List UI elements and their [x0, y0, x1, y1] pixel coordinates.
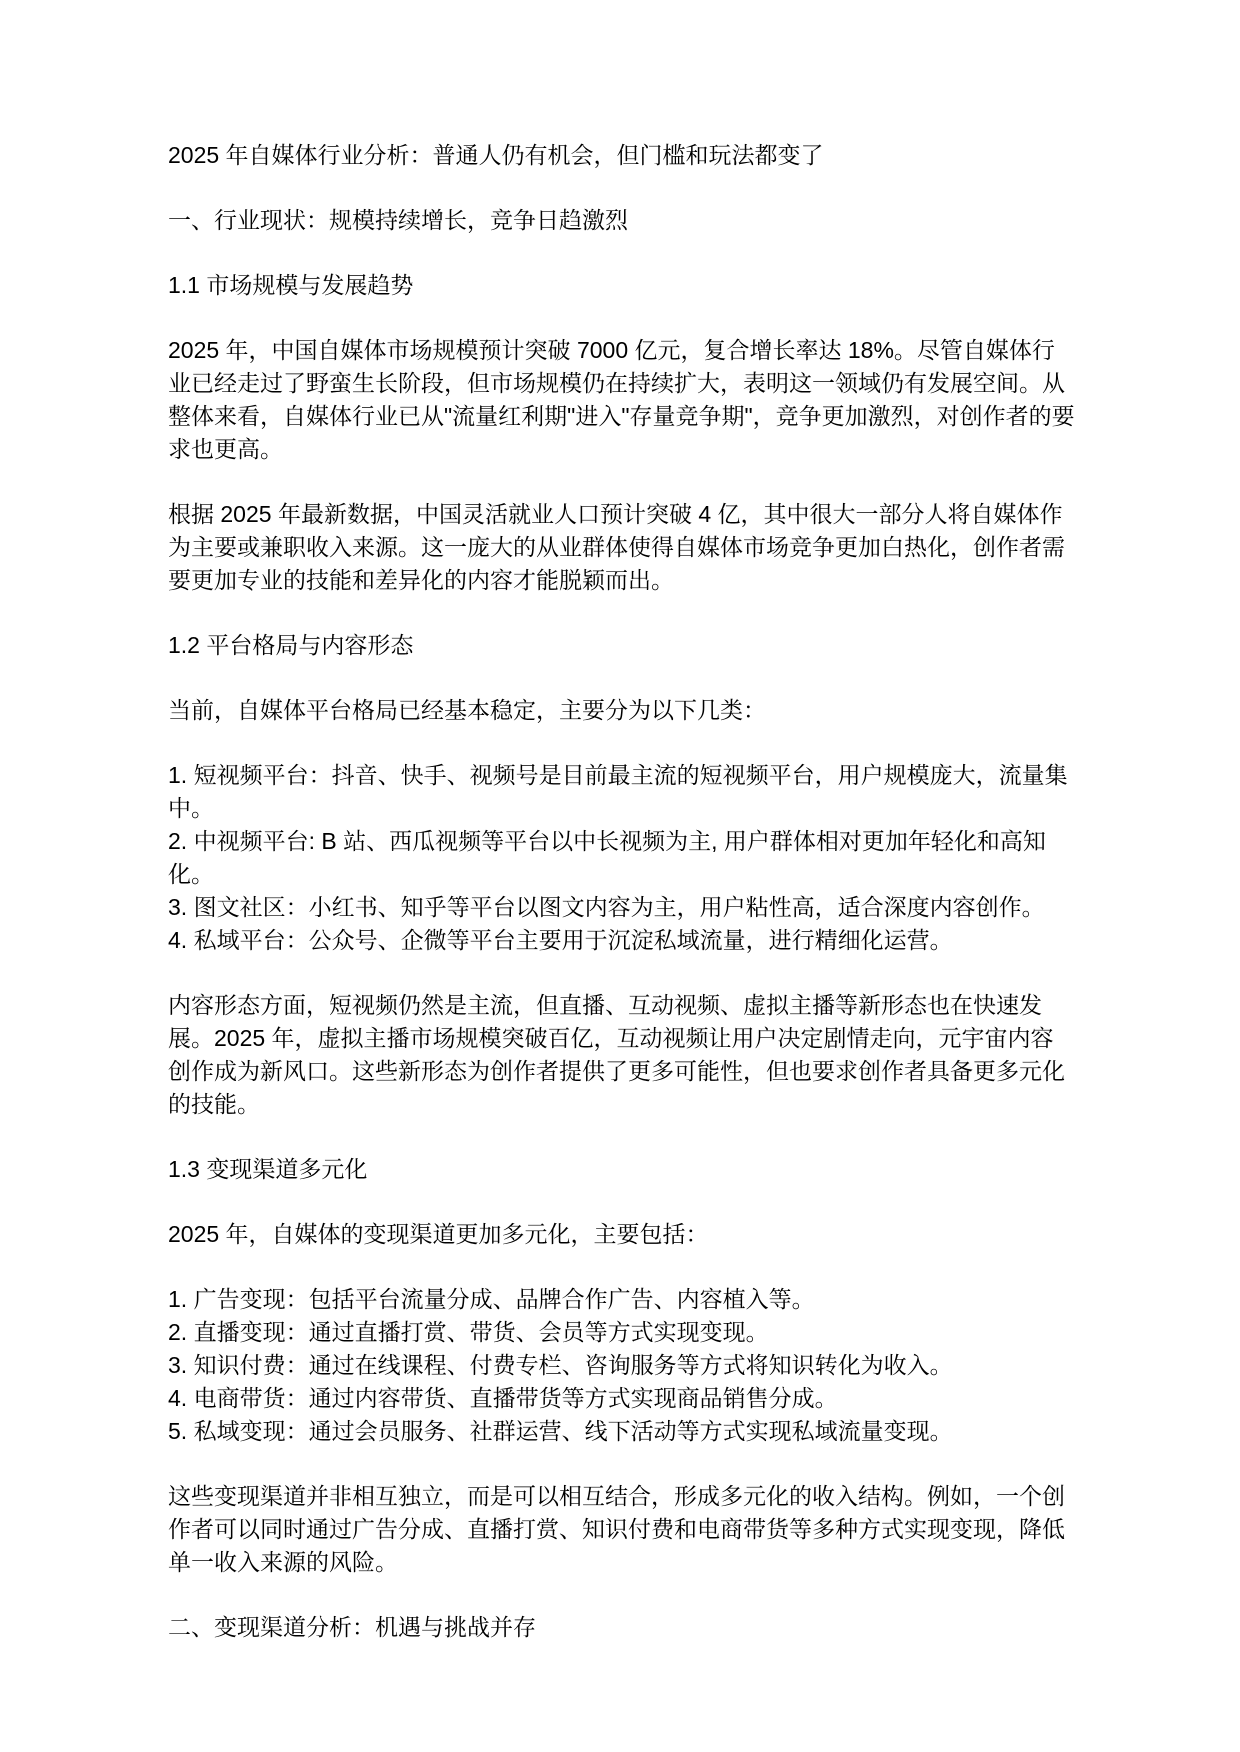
platform-type-list [168, 759, 1076, 957]
paragraph-platform-intro: 当前，自媒体平台格局已经基本稳定，主要分为以下几类： [168, 697, 766, 723]
list-item: 3. 知识付费：通过在线课程、付费专栏、咨询服务等方式将知识转化为收入。 [168, 1352, 953, 1378]
paragraph-content-forms: 内容形态方面，短视频仍然是主流，但直播、互动视频、虚拟主播等新形态也在快速发展。2025 年，虚拟主播市场规模突破百亿，互动视频让用户决定剧情走向，元宇宙内容创作成为新风口。这些新形态为创作者提供了更多可能性，但也要求创作者具备更多元化的技能。 [168, 992, 1065, 1117]
list-item: 1. 短视频平台：抖音、快手、视频号是目前最主流的短视频平台，用户规模庞大，流量集中。 [168, 762, 1068, 821]
section-heading-industry-status: 一、行业现状：规模持续增长，竞争日趋激烈 [168, 207, 628, 233]
paragraph-market-size: 2025 年，中国自媒体市场规模预计突破 7000 亿元，复合增长率达 18%。尽管自媒体行业已经走过了野蛮生长阶段，但市场规模仍在持续扩大，表明这一领域仍有发展空间。从整体来看，自媒体行业已从"流量红利期"进入"存量竞争期"，竞争更加激烈，对创作者的要求也更高。 [168, 337, 1075, 462]
subsection-heading-monetization: 1.3 变现渠道多元化 [168, 1156, 368, 1182]
paragraph-monetization-intro: 2025 年，自媒体的变现渠道更加多元化，主要包括： [168, 1221, 709, 1247]
section-heading-channel-analysis: 二、变现渠道分析：机遇与挑战并存 [168, 1614, 536, 1640]
document-title: 2025 年自媒体行业分析：普通人仍有机会，但门槛和玩法都变了 [168, 142, 824, 168]
list-item: 2. 直播变现：通过直播打赏、带货、会员等方式实现变现。 [168, 1319, 769, 1345]
list-item: 4. 私域平台：公众号、企微等平台主要用于沉淀私域流量，进行精细化运营。 [168, 927, 953, 953]
monetization-channel-list [168, 1283, 1076, 1448]
paragraph-channel-combination: 这些变现渠道并非相互独立，而是可以相互结合，形成多元化的收入结构。例如，一个创作者可以同时通过广告分成、直播打赏、知识付费和电商带货等多种方式实现变现，降低单一收入来源的风险。 [168, 1483, 1065, 1575]
list-item: 4. 电商带货：通过内容带货、直播带货等方式实现商品销售分成。 [168, 1385, 838, 1411]
list-item: 2. 中视频平台: B 站、西瓜视频等平台以中长视频为主, 用户群体相对更加年轻化和高知化。 [168, 828, 1046, 887]
subsection-heading-platform-landscape: 1.2 平台格局与内容形态 [168, 632, 414, 658]
paragraph-flexible-employment: 根据 2025 年最新数据，中国灵活就业人口预计突破 4 亿，其中很大一部分人将自媒体作为主要或兼职收入来源。这一庞大的从业群体使得自媒体市场竞争更加白热化，创作者需要更加专业的技能和差异化的内容才能脱颖而出。 [168, 501, 1065, 593]
list-item: 3. 图文社区：小红书、知乎等平台以图文内容为主，用户粘性高，适合深度内容创作。 [168, 894, 1045, 920]
document-body [168, 139, 1076, 1644]
list-item: 1. 广告变现：包括平台流量分成、品牌合作广告、内容植入等。 [168, 1286, 815, 1312]
subsection-heading-market-size: 1.1 市场规模与发展趋势 [168, 272, 414, 298]
list-item: 5. 私域变现：通过会员服务、社群运营、线下活动等方式实现私域流量变现。 [168, 1418, 953, 1444]
